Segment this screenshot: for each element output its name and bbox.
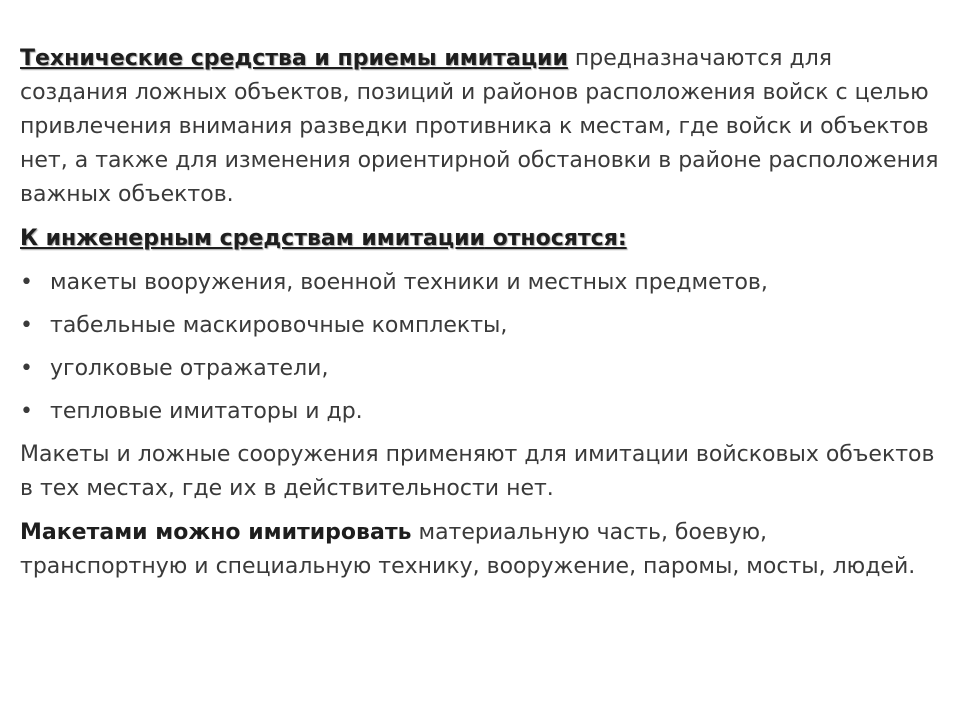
imitation-bold-term: Макетами можно имитировать: [20, 520, 412, 545]
intro-paragraph: [20, 42, 940, 212]
list-item-text: уголковые отражатели,: [50, 356, 329, 381]
intro-text: предназначаются для создания ложных объектов, позиций и районов расположения войск с целью привлечения внимания разведки противника к местам, где войск и объектов нет, а также для изменения ориентирной обстановки в районе расположения важных объектов.: [20, 46, 939, 207]
list-item-text: макеты вооружения, военной техники и местных предметов,: [50, 270, 768, 295]
list-item: [20, 395, 940, 429]
bullet-icon: •: [20, 399, 33, 424]
list-heading-rest: относятся:: [484, 226, 627, 251]
list-item-text: табельные маскировочные комплекты,: [50, 313, 508, 338]
list-heading: [20, 222, 940, 256]
slide-content: [20, 42, 940, 594]
bullet-icon: •: [20, 270, 33, 295]
mockups-paragraph: Макеты и ложные сооружения применяют для имитации войсковых объектов в тех местах, где их в действительности нет.: [20, 442, 935, 501]
list-item-text: тепловые имитаторы и др.: [50, 399, 363, 424]
list-item: [20, 266, 940, 300]
bullet-icon: •: [20, 356, 33, 381]
means-list: [20, 266, 940, 429]
intro-bold-term: Технические средства и приемы имитации: [20, 46, 568, 71]
imitation-paragraph: [20, 516, 940, 584]
list-item: [20, 309, 940, 343]
list-item: [20, 352, 940, 386]
list-heading-underlined: К инженерным средствам имитации: [20, 226, 485, 251]
bullet-icon: •: [20, 313, 33, 338]
imitation-text: материальную часть, боевую, транспортную и специальную технику, вооружение, паромы, мосты, людей.: [20, 520, 916, 579]
